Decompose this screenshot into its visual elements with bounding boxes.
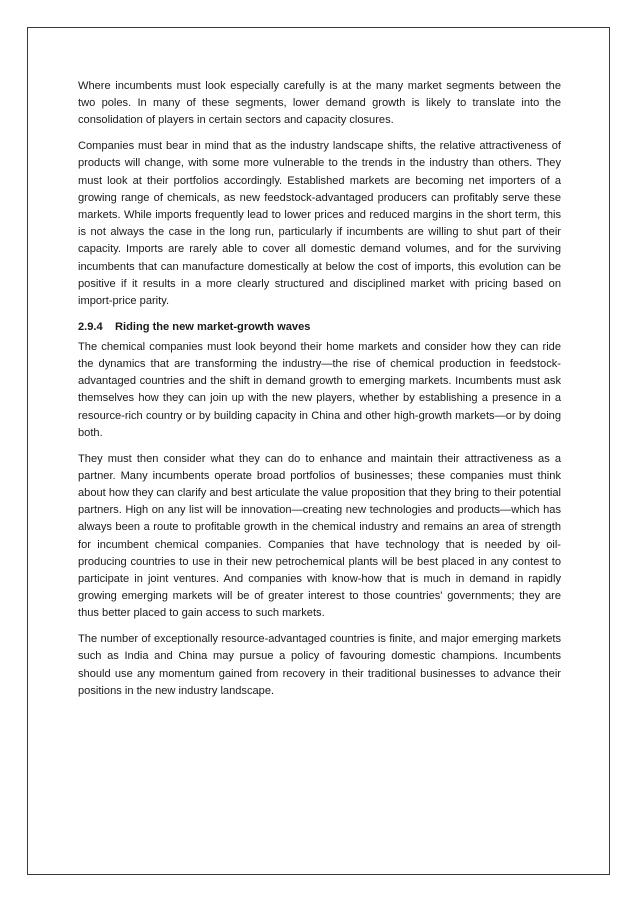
paragraph-home-markets: The chemical companies must look beyond their home markets and consider how they can ride the dynamics that are transforming the industry—the rise of chemical production in feedstock-advantaged countries and the shift in demand growth to emerging markets. Incumbents must ask themselves how they can join up with the new players, whether by establishing a presence in a resource-rich country or by building capacity in China and other high-growth markets—or by doing both.	[78, 340, 561, 439]
document-body	[78, 78, 561, 708]
paragraph-attractiveness: Companies must bear in mind that as the industry landscape shifts, the relative attractiveness of products will change, with some more vulnerable to the trends in the industry than others. They must look at their portfolios accordingly. Established markets are becoming net importers of a growing range of chemicals, as new feedstock-advantaged producers can profitably serve these markets. While imports frequently lead to lower prices and reduced margins in the short term, this is not always the case in the long run, particularly if incumbents are willing to shut part of their capacity. Imports are rarely able to cover all domestic demand volumes, and for the surviving incumbents that can manufacture domestically at below the cost of imports, this evolution can be positive if it results in a more clearly structured and disciplined market with pricing based on import-price parity.	[78, 140, 561, 307]
section-number: 2.9.4	[78, 320, 103, 333]
section-heading	[78, 319, 561, 336]
paragraph-segments: Where incumbents must look especially carefully is at the many market segments between the two poles. In many of these segments, lower demand growth is likely to translate into the consolidation of players in certain sectors and capacity closures.	[78, 80, 561, 127]
paragraph-partner: They must then consider what they can do to enhance and maintain their attractiveness as a partner. Many incumbents operate broad portfolios of businesses; these companies must think about how they can clarify and best articulate the value proposition that they bring to their potential partners. High on any list will be innovation—creating new technologies and products—which has always been a route to profitable growth in the chemical industry and remains an area of strength for incumbent chemical companies. Companies that have technology that is needed by oil-producing countries to use in their new petrochemical plants will be best placed in any contest to participate in joint ventures. And companies with know-how that is much in demand in rapidly growing emerging markets will be of greater interest to those countries' governments; they are thus better placed to gain access to such markets.	[78, 452, 561, 620]
section-title: Riding the new market-growth waves	[115, 320, 311, 333]
paragraph-resource-advantaged: The number of exceptionally resource-advantaged countries is finite, and major emerging markets such as India and China may pursue a policy of favouring domestic champions. Incumbents should use any momentum gained from recovery in their traditional businesses to advance their positions in the new industry landscape.	[78, 633, 561, 697]
